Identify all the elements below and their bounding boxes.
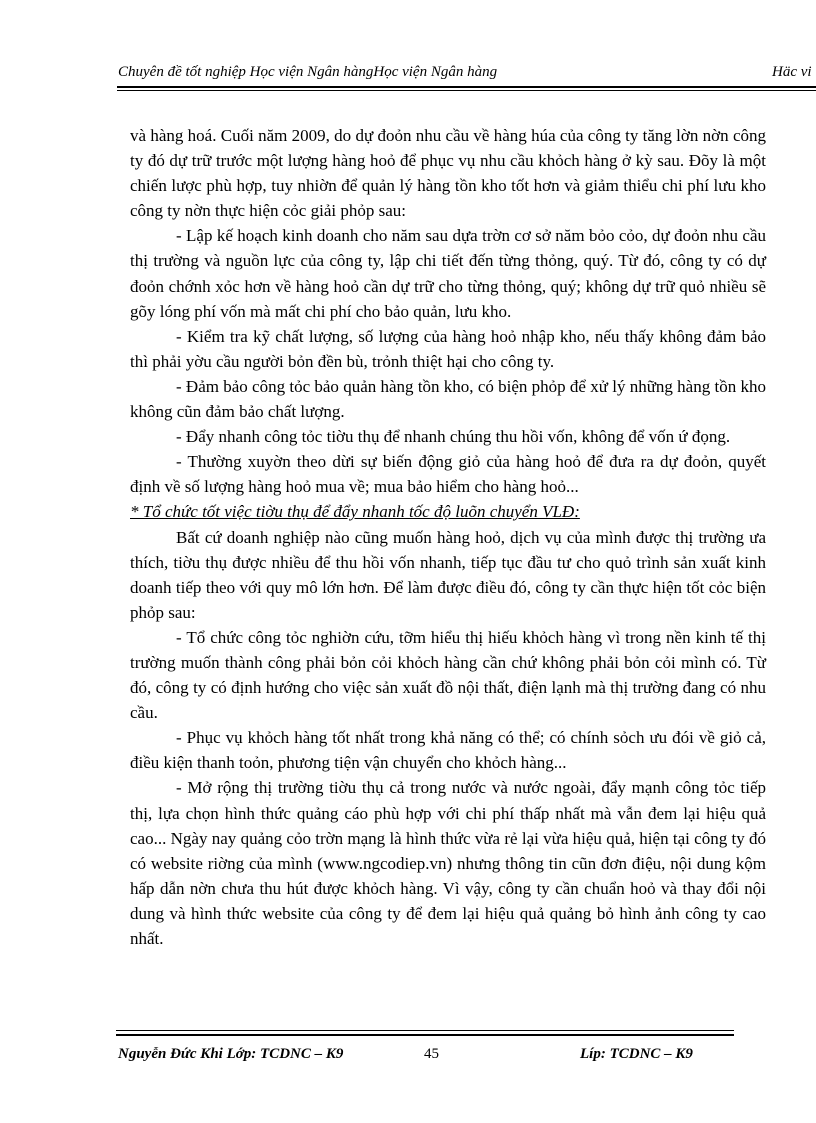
- paragraph: - Phục vụ khỏch hàng tốt nhất trong khả năng có thể; có chính sỏch ưu đói về giỏ cả, điều kiện thanh toỏn, phương tiện vận chuyển cho khỏch hàng...: [130, 728, 766, 773]
- paragraph: và hàng hoá. Cuối năm 2009, do dự đoỏn nhu cầu về hàng húa của công ty tăng lờn nờn công ty đó dự trữ trước một lượng hàng hoỏ để phục vụ nhu cầu khỏch hàng ở kỳ sau. Đõy là một chiến lược phù hợp, tuy nhiờn để quản lý hàng tồn kho tốt hơn và giảm thiểu chi phí lưu kho công ty nờn thực hiện cỏc giải phỏp sau:: [130, 126, 766, 221]
- footer-author: Nguyễn Đức Khi Lớp: TCDNC – K9: [118, 1046, 344, 1062]
- page-footer: [118, 1046, 758, 1068]
- header-title: Chuyên đề tốt nghiệp Học viện Ngân hàngHọc viện Ngân hàng: [118, 64, 498, 80]
- section-heading: * Tổ chức tốt việc tiờu thụ để đẩy nhanh tốc độ luõn chuyển VLĐ:: [130, 502, 580, 522]
- paragraph: - Đẩy nhanh công tỏc tiờu thụ để nhanh chúng thu hồi vốn, không để vốn ứ đọng.: [176, 427, 731, 447]
- paragraph: Bất cứ doanh nghiệp nào cũng muốn hàng hoỏ, dịch vụ của mình được thị trường ưa thích, tiờu thụ được nhiều để thu hồi vốn nhanh, tiếp tục đầu tư cho quỏ trình sản xuất kinh doanh tiếp theo với quy mô lớn hơn. Để làm được điều đó, công ty cần thực hiện tốt cỏc biện phỏp sau:: [130, 527, 766, 622]
- header-rule: [117, 86, 816, 88]
- header-right-text: Häc vi: [772, 64, 812, 80]
- page-number: 45: [424, 1046, 439, 1062]
- footer-rule: [116, 1034, 734, 1036]
- footer-rule-thin: [116, 1030, 734, 1031]
- footer-class: Líp: TCDNC – K9: [580, 1046, 693, 1062]
- paragraph: - Tổ chức công tỏc nghiờn cứu, tỡm hiểu thị hiếu khỏch hàng vì trong nền kinh tế thị trường muốn thành công phải bỏn cỏi khỏch hàng cần chứ không phải bỏn cỏi mình có. Từ đó, công ty có định hướng cho việc sản xuất đồ nội thất, điện lạnh mà thị trường đang có nhu cầu.: [130, 627, 766, 723]
- paragraph: - Thường xuyờn theo dừi sự biến động giỏ của hàng hoỏ để đưa ra dự đoỏn, quyết định về số lượng hàng hoỏ mua về; mua bảo hiểm cho hàng hoỏ...: [130, 452, 766, 497]
- paragraph: - Lập kế hoạch kinh doanh cho năm sau dựa trờn cơ sở năm bỏo cỏo, dự đoỏn nhu cầu thị trường và nguồn lực của công ty, lập chi tiết đến từng thỏng, quý. Từ đó, công ty có dự đoỏn chớnh xỏc hơn về hàng hoỏ cần dự trữ cho từng thỏng, quý; không dự trữ quỏ nhiều sẽ gõy lóng phí vốn mà mất chi phí cho bảo quản, lưu kho.: [130, 226, 766, 321]
- paragraph: - Mở rộng thị trường tiờu thụ cả trong nước và nước ngoài, đẩy mạnh công tỏc tiếp thị, lựa chọn hình thức quảng cáo phù hợp với chi phí thấp nhất mà vẫn đem lại hiệu quả cao... Ngày nay quảng cỏo trờn mạng là hình thức vừa rẻ lại vừa hiệu quả, hiện tại công ty đó có website riờng của mình (www.ngcodiep.vn) nhưng thông tin cũn đơn điệu, nội dung kộm hấp dẫn nờn chưa thu hút được khỏch hàng. Vì vậy, công ty cần chuẩn hoỏ và thay đổi nội dung và hình thức website của công ty để đem lại hiệu quả quảng bỏ hình ảnh công ty cao nhất.: [130, 778, 766, 948]
- page-header: [118, 64, 816, 86]
- document-body: [130, 123, 766, 951]
- paragraph: - Kiểm tra kỹ chất lượng, số lượng của hàng hoỏ nhập kho, nếu thấy không đảm bảo thì phải yờu cầu người bỏn đền bù, trỏnh thiệt hại cho công ty.: [130, 326, 766, 371]
- header-rule-thin: [117, 90, 816, 91]
- paragraph: - Đảm bảo công tỏc bảo quản hàng tồn kho, có biện phỏp để xử lý những hàng tồn kho không cũn đảm bảo chất lượng.: [130, 376, 766, 422]
